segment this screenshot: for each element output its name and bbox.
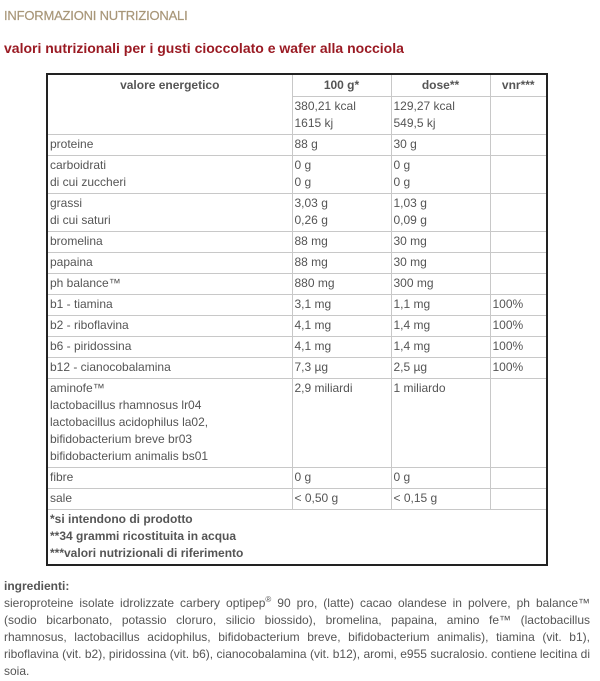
per100-cell: [292, 156, 391, 194]
energy-per100-cell: [292, 97, 391, 135]
table-row: [47, 337, 547, 358]
energy-dose-cell: [391, 97, 490, 135]
dose-value: 0 g: [393, 470, 411, 484]
per100-value: 880 mg: [294, 276, 335, 290]
dose-cell: [391, 253, 490, 274]
per100-value: 88 mg: [294, 234, 328, 248]
nutrient-name: grassi: [50, 196, 83, 210]
dose-value: 1 miliardo: [393, 381, 446, 395]
per100-subvalue: 0,26 g: [294, 213, 328, 227]
nutrient-name-cell: [47, 337, 292, 358]
header-100g: 100 g*: [292, 74, 391, 97]
nutrient-name-cell: [47, 156, 292, 194]
vnr-cell: [490, 379, 547, 468]
per100-value: 3,03 g: [294, 196, 328, 210]
energy-kj-dose: 549,5 kj: [393, 116, 436, 130]
per100-cell: [292, 489, 391, 510]
table-row: [47, 135, 547, 156]
dose-subvalue: 0 g: [393, 175, 411, 189]
dose-value: 1,03 g: [393, 196, 427, 210]
nutrient-name-cell: [47, 468, 292, 489]
table-row: [47, 489, 547, 510]
dose-value: < 0,15 g: [393, 491, 438, 505]
per100-value: < 0,50 g: [294, 491, 339, 505]
table-row: [47, 379, 547, 468]
nutrient-name: sale: [50, 491, 73, 505]
per100-cell: [292, 379, 391, 468]
energy-vnr-cell: [490, 97, 547, 135]
vnr-cell: [490, 232, 547, 253]
table-row: [47, 274, 547, 295]
per100-cell: [292, 135, 391, 156]
vnr-cell: 100%: [490, 358, 547, 379]
per100-value: 2,9 miliardi: [294, 381, 353, 395]
per100-cell: [292, 337, 391, 358]
dose-cell: [391, 194, 490, 232]
footnote-per-product: *si intendono di prodotto: [50, 512, 193, 526]
table-row: [47, 295, 547, 316]
dose-cell: [391, 316, 490, 337]
per100-value: 4,1 mg: [294, 318, 332, 332]
vnr-cell: [490, 194, 547, 232]
per100-value: 0 g: [294, 158, 312, 172]
nutrient-subname: lactobacillus acidophilus la02,: [50, 415, 209, 429]
vnr-cell: 100%: [490, 316, 547, 337]
dose-value: 0 g: [393, 158, 411, 172]
nutrient-name: b6 - piridossina: [50, 339, 132, 353]
vnr-cell: 100%: [490, 337, 547, 358]
nutrient-subname: bifidobacterium breve br03: [50, 432, 193, 446]
nutrient-name-cell: [47, 295, 292, 316]
table-row: [47, 358, 547, 379]
per100-value: 7,3 µg: [294, 360, 329, 374]
table-row: [47, 253, 547, 274]
nutrient-subname: bifidobacterium animalis bs01: [50, 449, 209, 463]
per100-cell: [292, 316, 391, 337]
dose-cell: [391, 135, 490, 156]
dose-value: 1,4 mg: [393, 318, 431, 332]
dose-value: 1,4 mg: [393, 339, 431, 353]
registered-mark: ®: [265, 595, 272, 604]
vnr-cell: [490, 156, 547, 194]
nutrient-subname: lactobacillus rhamnosus lr04: [50, 398, 202, 412]
dose-value: 30 mg: [393, 255, 427, 269]
dose-value: 1,1 mg: [393, 297, 431, 311]
nutrient-name-cell: [47, 135, 292, 156]
nutrient-name-cell: [47, 194, 292, 232]
footnote-dose: **34 grammi ricostituita in acqua: [50, 529, 237, 543]
nutrient-name: fibre: [50, 470, 74, 484]
nutrient-name: carboidrati: [50, 158, 107, 172]
nutrient-name-cell: [47, 489, 292, 510]
vnr-cell: [490, 468, 547, 489]
header-vnr: vnr***: [490, 74, 547, 97]
vnr-cell: [490, 274, 547, 295]
section-title: INFORMAZIONI NUTRIZIONALI: [4, 8, 188, 23]
table-row: [47, 194, 547, 232]
nutrient-name: b1 - tiamina: [50, 297, 113, 311]
dose-cell: [391, 156, 490, 194]
dose-value: 30 g: [393, 137, 417, 151]
nutrient-name-cell: [47, 232, 292, 253]
table-row: [47, 468, 547, 489]
per100-cell: [292, 295, 391, 316]
dose-cell: [391, 358, 490, 379]
nutrient-name-cell: [47, 253, 292, 274]
nutrient-name: aminofe™: [50, 381, 105, 395]
per100-value: 3,1 mg: [294, 297, 332, 311]
per100-cell: [292, 274, 391, 295]
per100-cell: [292, 358, 391, 379]
dose-cell: [391, 295, 490, 316]
vnr-cell: [490, 489, 547, 510]
table-row: [47, 156, 547, 194]
dose-value: 2,5 µg: [393, 360, 428, 374]
ingredients-title: ingredienti:: [4, 579, 70, 593]
dose-cell: [391, 468, 490, 489]
nutrient-name: b2 - riboflavina: [50, 318, 129, 332]
table-header-row: [47, 74, 547, 97]
per100-cell: [292, 468, 391, 489]
vnr-cell: 100%: [490, 295, 547, 316]
dose-cell: [391, 232, 490, 253]
nutrient-name: ph balance™: [50, 276, 121, 290]
table-row: [47, 316, 547, 337]
energy-kj-per100: 1615 kj: [294, 116, 334, 130]
dose-value: 30 mg: [393, 234, 427, 248]
nutrient-name-cell: [47, 358, 292, 379]
dose-subvalue: 0,09 g: [393, 213, 427, 227]
per100-subvalue: 0 g: [294, 175, 312, 189]
ingredients-section: [4, 578, 590, 680]
energy-kcal-dose: 129,27 kcal: [393, 99, 455, 113]
per100-value: 88 g: [294, 137, 318, 151]
header-valore-energetico: valore energetico: [47, 74, 292, 135]
nutrition-table: [46, 73, 548, 566]
ingredients-text: [4, 595, 590, 680]
per100-cell: [292, 253, 391, 274]
vnr-cell: [490, 135, 547, 156]
nutrient-name: bromelina: [50, 234, 103, 248]
dose-cell: [391, 379, 490, 468]
ingredients-text-part1: sieroproteine isolate idrolizzate carbery optipep: [4, 596, 266, 610]
per100-value: 4,1 mg: [294, 339, 332, 353]
page-subtitle: valori nutrizionali per i gusti cioccolato e wafer alla nocciola: [4, 40, 404, 56]
dose-value: 300 mg: [393, 276, 434, 290]
table-row: [47, 232, 547, 253]
footnotes-cell: [47, 510, 547, 566]
per100-value: 0 g: [294, 470, 312, 484]
nutrient-subname: di cui zuccheri: [50, 175, 127, 189]
header-dose: dose**: [391, 74, 490, 97]
nutrient-name: b12 - cianocobalamina: [50, 360, 171, 374]
ingredients-text-part2: 90 pro, (latte) cacao olandese in polvere, ph balance™ (sodio bicarbonato, potassio cloruro, silicio biossido), bromelina, papaina, amino fe™ (lactobacillus rhamnosus, lactobacillus acidophilus, bifidobacterium breve, bifidobacterium animalis), tiamina (vit. b1), riboflavina (vit. b2), piridossina (vit. b6), cianocobalamina (vit. b12), aromi, e955 sucralosio. contiene lecitina di soia.: [4, 596, 590, 678]
nutrient-name-cell: [47, 274, 292, 295]
per100-value: 88 mg: [294, 255, 328, 269]
dose-cell: [391, 489, 490, 510]
nutrient-name: proteine: [50, 137, 94, 151]
table-footnotes-row: [47, 510, 547, 566]
nutrient-name-cell: [47, 379, 292, 468]
energy-kcal-per100: 380,21 kcal: [294, 99, 356, 113]
dose-cell: [391, 337, 490, 358]
vnr-cell: [490, 253, 547, 274]
nutrient-name-cell: [47, 316, 292, 337]
footnote-vnr: ***valori nutrizionali di riferimento: [50, 546, 244, 560]
dose-cell: [391, 274, 490, 295]
per100-cell: [292, 232, 391, 253]
nutrient-subname: di cui saturi: [50, 213, 111, 227]
per100-cell: [292, 194, 391, 232]
nutrient-name: papaina: [50, 255, 93, 269]
